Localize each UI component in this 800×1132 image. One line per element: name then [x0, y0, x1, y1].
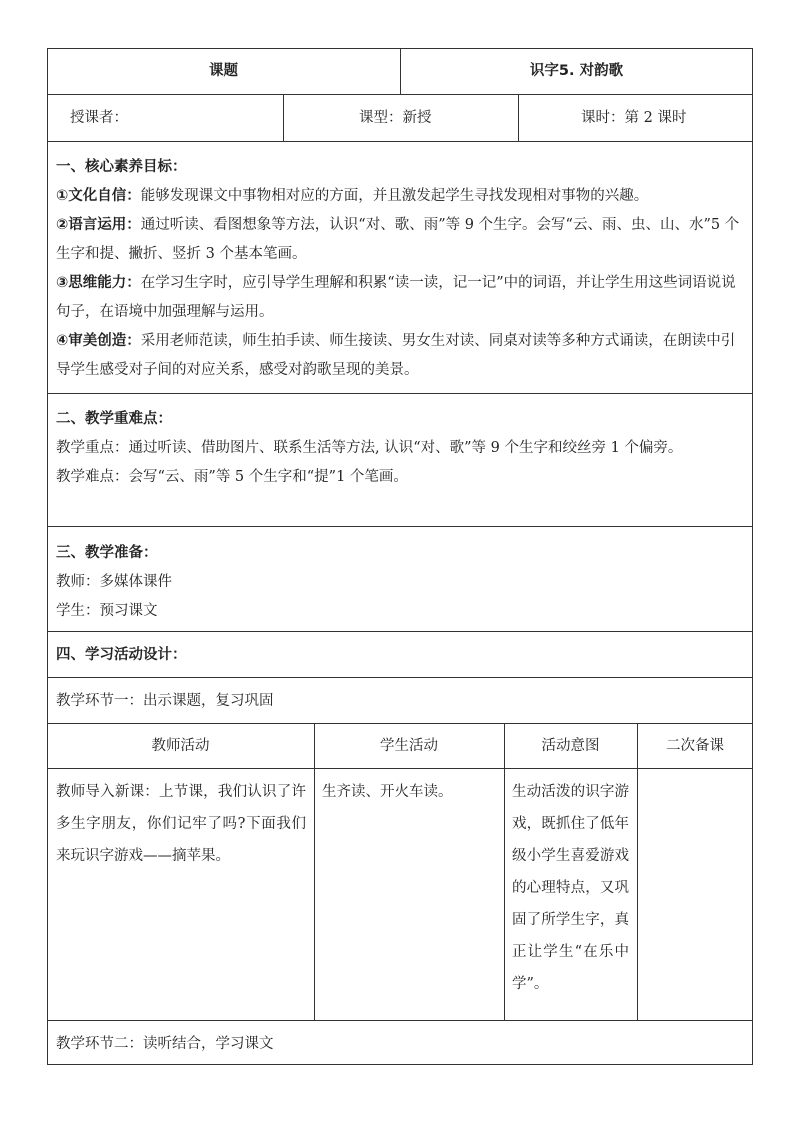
- intent-cell: 生动活泼的识字游戏，既抓住了低年级小学生喜爱游戏的心理特点，又巩固了所学生字，真正让学生“在乐中学”。: [512, 784, 629, 992]
- teacher-activity-cell: 教师导入新课：上节课，我们认识了许多生字朋友，你们记牢了吗?下面我们来玩识字游戏——摘苹果。: [56, 784, 306, 864]
- activity-heading: 四、学习活动设计：: [56, 647, 187, 663]
- preparation-section: [56, 539, 746, 626]
- row-divider: [47, 1020, 753, 1021]
- goals-heading: 一、核心素养目标：: [56, 159, 187, 175]
- teaching-difficulty: 教学难点：会写“云、雨”等 5 个生字和“提”1 个笔画。: [56, 469, 408, 485]
- column-divider: [518, 94, 519, 141]
- row-divider: [47, 526, 753, 527]
- column-header-teacher: 教师活动: [151, 738, 210, 754]
- topic-label: 课题: [209, 63, 238, 79]
- topic-value: 识字5. 对韵歌: [529, 63, 624, 79]
- column-header-intent: 活动意图: [541, 738, 600, 754]
- core-goals-section: [56, 153, 746, 385]
- row-divider: [47, 141, 753, 142]
- preparation-heading: 三、教学准备：: [56, 545, 158, 561]
- column-divider: [504, 723, 505, 1020]
- column-divider: [314, 723, 315, 1020]
- teaching-step-2: 教学环节二：读听结合，学习课文: [56, 1036, 274, 1052]
- student-preparation: 学生：预习课文: [56, 603, 158, 619]
- column-divider: [637, 723, 638, 1020]
- row-divider: [47, 393, 753, 394]
- period-field: 课时：第 2 课时: [581, 110, 687, 126]
- key-points-heading: 二、教学重难点：: [56, 411, 172, 427]
- column-header-student: 学生活动: [380, 738, 438, 754]
- lesson-type-field: 课型：新授: [359, 110, 432, 126]
- row-divider: [47, 677, 753, 678]
- goal-item: ③思维能力：在学习生字时，应引导学生理解和积累“读一读，记一记”中的词语，并让学生用这些词语说说句子，在语境中加强理解与运用。: [56, 275, 736, 320]
- teacher-preparation: 教师：多媒体课件: [56, 574, 172, 590]
- column-header-notes: 二次备课: [666, 738, 724, 754]
- row-divider: [47, 631, 753, 632]
- goal-item: ④审美创造：采用老师范读，师生拍手读、师生接读、男女生对读、同桌对读等多种方式诵读，在朗读中引导学生感受对子间的对应关系，感受对韵歌呈现的美景。: [56, 333, 736, 378]
- key-points-section: [56, 405, 746, 492]
- row-divider: [47, 723, 753, 724]
- goal-item: ①文化自信：能够发现课文中事物相对应的方面，并且激发起学生寻找发现相对事物的兴趣。: [56, 188, 649, 204]
- teaching-focus: 教学重点：通过听读、借助图片、联系生活等方法, 认识“对、歌”等 9 个生字和绞丝旁 1 个偏旁。: [56, 440, 683, 456]
- goal-item: ②语言运用：通过听读、看图想象等方法，认识“对、歌、雨”等 9 个生字。会写“云、雨、虫、山、水”5 个生字和提、撇折、竖折 3 个基本笔画。: [56, 217, 740, 262]
- row-divider: [47, 768, 753, 769]
- teacher-field: 授课者：: [70, 110, 128, 126]
- student-activity-cell: 生齐读、开火车读。: [322, 784, 453, 800]
- column-divider: [283, 94, 284, 141]
- teaching-step-1: 教学环节一：出示课题，复习巩固: [56, 693, 274, 709]
